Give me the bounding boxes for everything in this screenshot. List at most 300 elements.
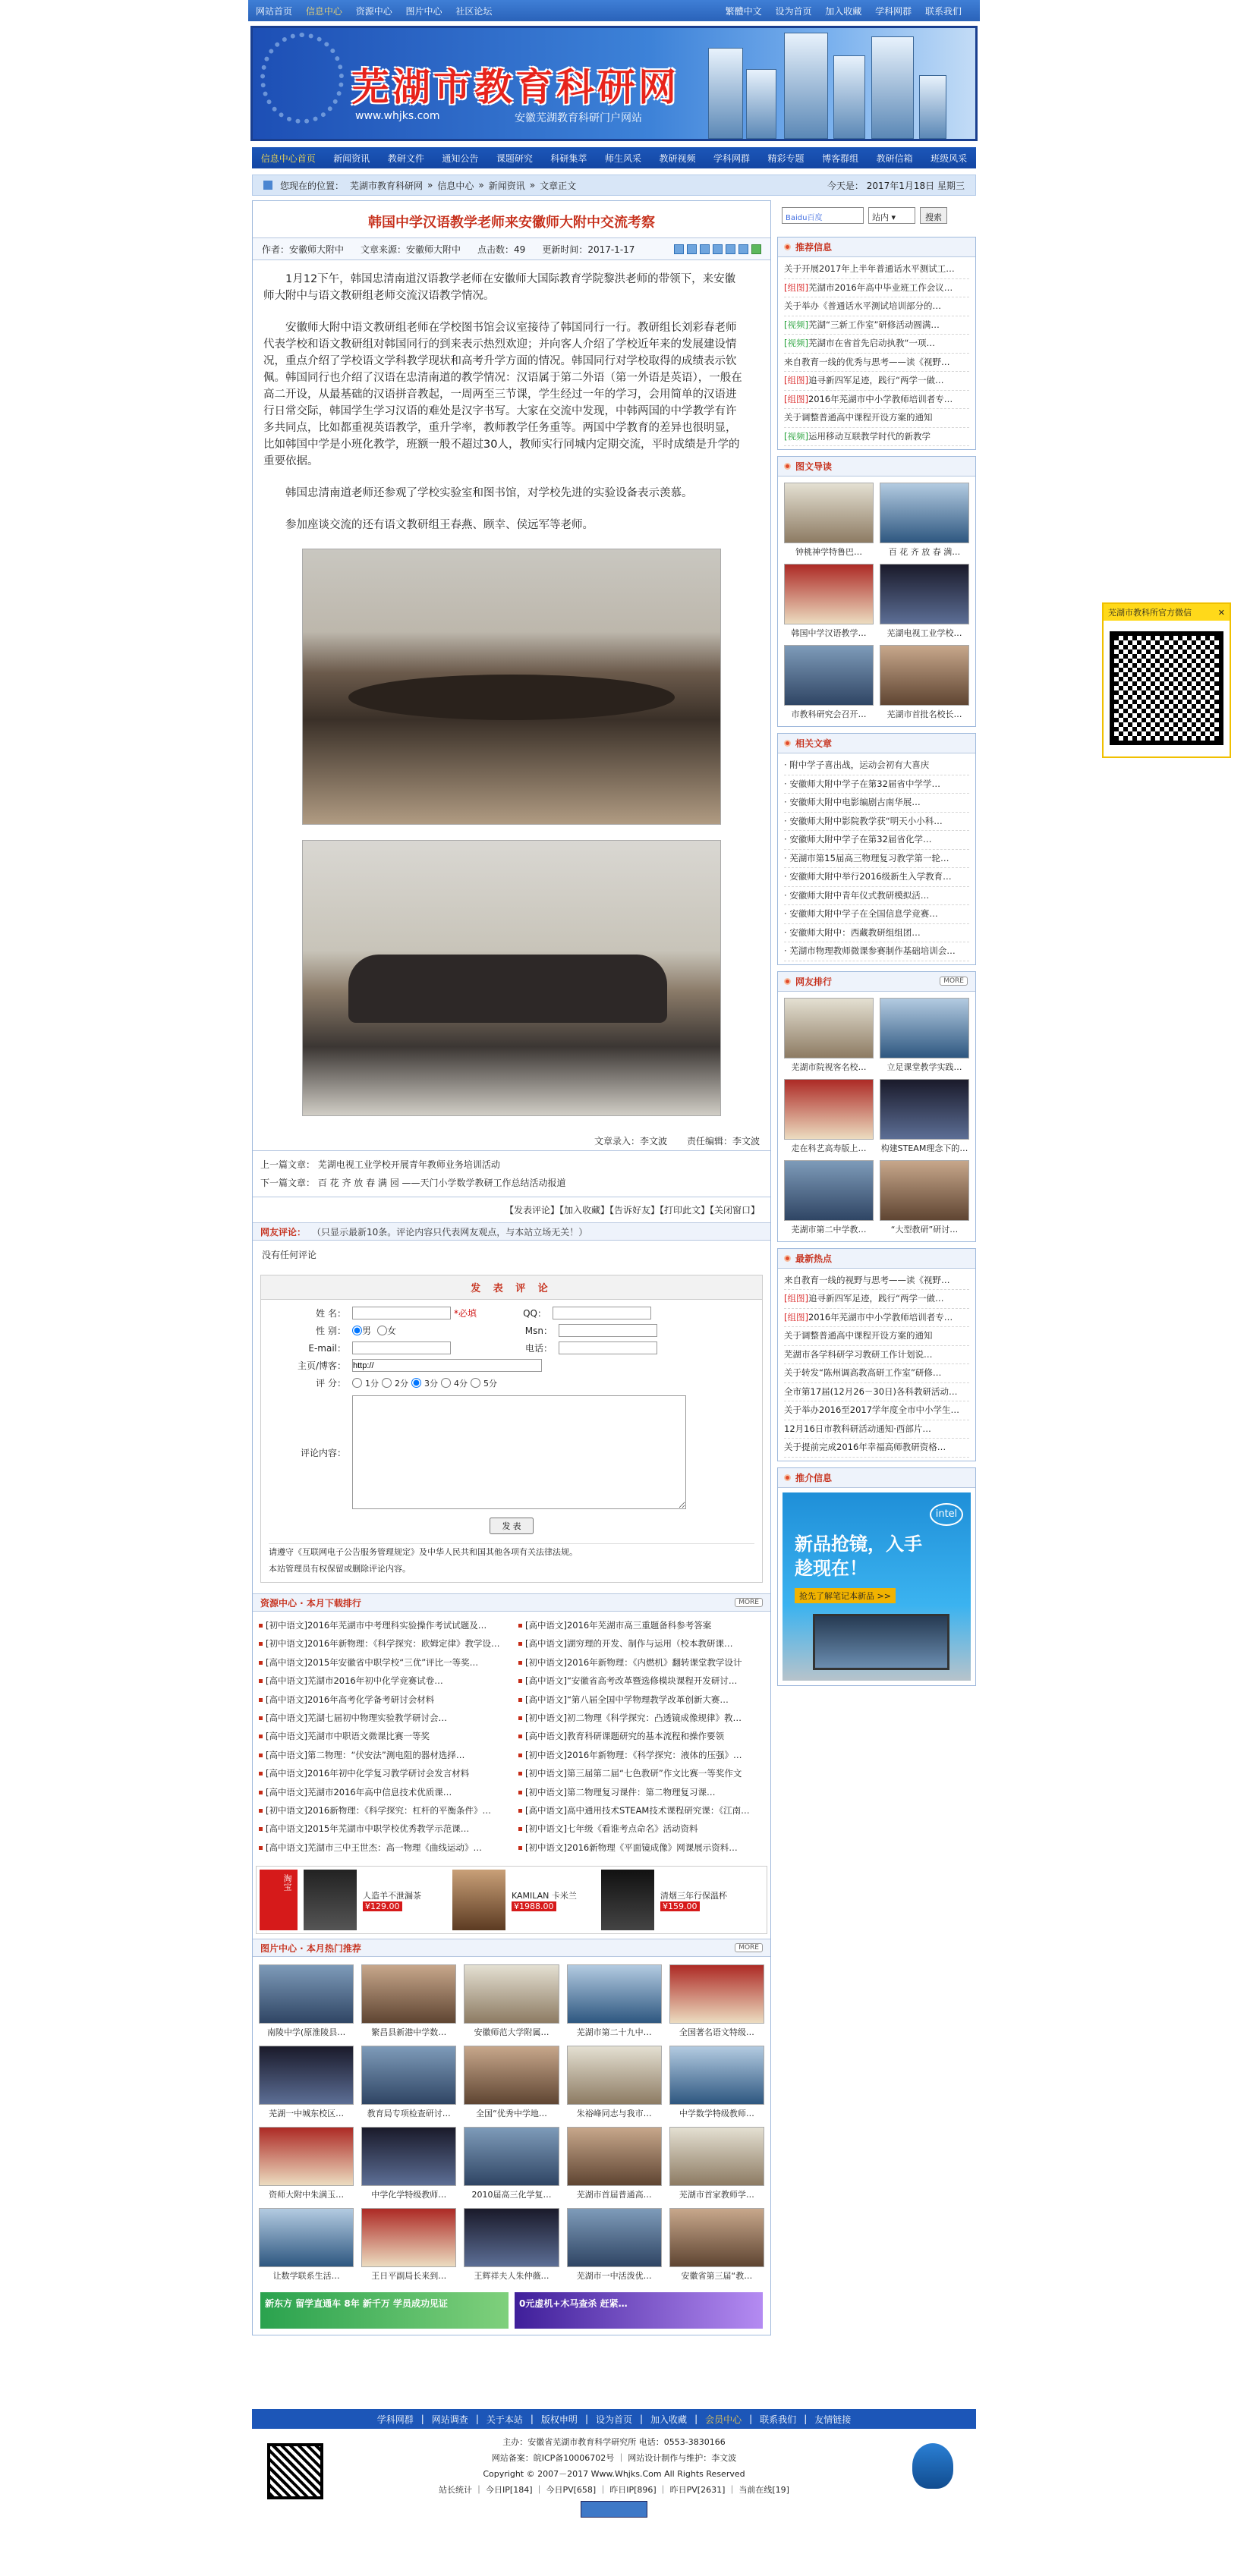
download-item[interactable]: [高中语文]2016年芜湖市高三重题备科参考答案	[518, 1616, 764, 1634]
bottom-ads	[253, 2289, 770, 2335]
list-item[interactable]	[784, 1309, 969, 1328]
ad-cta[interactable]: 抢先了解笔记本新品 >>	[795, 1588, 896, 1603]
pictures-header	[253, 1939, 770, 1957]
item-text: 2016年芜湖市中小学教师培训者专…	[808, 1311, 953, 1323]
article-photo-meeting	[302, 549, 721, 825]
related-box	[777, 733, 976, 965]
intel-ad[interactable]	[783, 1492, 971, 1681]
download-item[interactable]: [初中语文]2016年新物理：《科学探究：欧姆定律》教学设…	[259, 1634, 505, 1653]
thumb-caption: “大型教研”研讨…	[890, 1224, 959, 1235]
thumb-caption: 韩国中学汉语教学…	[791, 628, 867, 638]
thumb-caption: 立足课堂教学实践…	[886, 1062, 962, 1072]
bullet-icon	[518, 1772, 522, 1776]
phone-input[interactable]	[559, 1341, 657, 1354]
favorite-icon[interactable]	[726, 244, 735, 254]
comment-textarea[interactable]	[352, 1395, 686, 1509]
score-1-radio[interactable]	[352, 1378, 362, 1388]
intel-logo: intel	[930, 1503, 963, 1526]
thumb-item[interactable]	[880, 1079, 969, 1154]
footer-link[interactable]: 加入收藏	[650, 2414, 688, 2425]
picture-caption: 王日平副局长来到…	[371, 2271, 447, 2282]
article-editor: 责任编辑：李文波	[686, 1136, 760, 1146]
score-option: 3分	[424, 1378, 438, 1389]
bullet-icon	[518, 1624, 522, 1628]
nav-video[interactable]: 教研视频	[659, 153, 696, 164]
ad-banner-study[interactable]: 新东方 留学直通车 8年 新千万 学员成功见证	[260, 2292, 509, 2329]
list-item[interactable]	[784, 924, 969, 943]
ad-product	[363, 1889, 446, 1911]
article-paragraph: 安徽师大附中语文教研组老师在学校图书馆会议室接待了韩国同行一行。教研组长刘彩春老师代表学校和语文教研组对韩国同行的到来表示热烈欢迎；并向客人介绍了学校近年来的发展建设情况，重点介绍了学校语文学科教学现状和高考升学方面的情况。韩国同行对学校取得的成绩表示钦佩。韩国同行也介绍了汉语在忠清南道的教学情况：汉语属于第二外语（第一外语是英语），一般在高二开设，从最基础的汉语拼音教起，一周两至三节课，学生经过一年的学习，会用简单的汉语进行日常交际，韩国学生学习汉语的难处是汉字书写。大家在交流中发现，中韩两国的中学教学有许多共同点，比如都重视英语教学，重升学率，教师教学任务重等。两国中学教育的差异也很明显，比如韩国中学是小班化教学，班额一般不超过30人，教师实行同城内定期交流，平时成绩是升学的重要依据。	[263, 322, 742, 467]
score-3-radio[interactable]	[411, 1378, 421, 1388]
article-paragraph: 韩国忠清南道老师还参观了学校实验室和图书馆，对学校先进的实验设备表示羡慕。	[285, 487, 693, 499]
list-item[interactable]	[784, 794, 969, 813]
product-ad[interactable]	[256, 1866, 767, 1934]
top-link-contact[interactable]: 联系我们	[924, 5, 962, 17]
picture-caption: 芜湖市第二十九中…	[576, 2027, 652, 2038]
ad-tag: 淘宝	[260, 1870, 298, 1930]
wechat-title: 芜湖市教科所官方微信	[1108, 608, 1192, 618]
name-label: 姓 名：	[316, 1308, 346, 1319]
nav-topics[interactable]: 精彩专题	[767, 153, 805, 164]
picture-item[interactable]	[669, 2208, 764, 2282]
picture-item[interactable]	[464, 2127, 559, 2200]
picture-thumb	[259, 2208, 354, 2267]
footer-icp: 网站备案：皖ICP备10006702号 ｜ 网站设计制作与维护：李文波	[491, 2453, 737, 2463]
nav-news[interactable]: 新闻资讯	[333, 153, 370, 164]
thumb-image	[784, 1160, 874, 1221]
stats-badge-icon[interactable]	[581, 2501, 647, 2518]
thumb-caption: 百 花 齐 放 春 满…	[888, 547, 961, 557]
score-option: 1分	[365, 1378, 379, 1389]
list-item[interactable]	[784, 409, 969, 428]
font-small-icon[interactable]	[700, 244, 710, 254]
bullet-icon	[518, 1754, 522, 1757]
ad-product-image	[452, 1870, 505, 1930]
top-link-resource[interactable]: 资源中心	[355, 5, 392, 17]
picture-item[interactable]	[567, 2127, 662, 2200]
picture-thumb	[567, 2208, 662, 2267]
download-item[interactable]: [高中语文]高中通用技术STEAM技术课程研究课：《江南…	[518, 1801, 764, 1820]
picture-item[interactable]	[464, 2046, 559, 2119]
bullet-icon	[784, 463, 791, 470]
footer-link[interactable]: 设为首页	[595, 2414, 632, 2425]
ad-product	[660, 1889, 744, 1911]
item-text: 安徽师大附中学子在全国信息学竞赛…	[789, 908, 938, 919]
bullet-icon: ·	[784, 760, 790, 770]
picture-item[interactable]	[669, 2046, 764, 2119]
list-item[interactable]	[784, 1420, 969, 1439]
picture-caption: 芜湖一中城东校区…	[269, 2109, 345, 2119]
list-item[interactable]	[784, 775, 969, 794]
footer-link[interactable]: 友情链接	[814, 2414, 852, 2425]
picture-caption: 芜湖市首届普通高…	[576, 2190, 652, 2200]
picture-item[interactable]	[464, 1964, 559, 2038]
download-item[interactable]: [高中语文]2015年安徽省中职学校“三优”评比一等奖…	[259, 1653, 505, 1672]
security-badge-icon[interactable]	[912, 2443, 953, 2489]
thumb-item[interactable]	[880, 1160, 969, 1235]
list-item[interactable]	[784, 1439, 969, 1458]
breadcrumb-home[interactable]: 芜湖市教育科研网	[350, 180, 424, 191]
picture-caption: 中学数学特级教师…	[679, 2109, 754, 2119]
list-item[interactable]	[784, 391, 969, 410]
top-link-home[interactable]: 网站首页	[256, 5, 293, 17]
item-text: 关于开展2017年上半年普通话水平测试工…	[784, 263, 955, 274]
email-input[interactable]	[352, 1341, 451, 1354]
top-link-picture[interactable]: 图片中心	[405, 5, 442, 17]
list-item[interactable]	[784, 1327, 969, 1346]
footer-stats: 站长统计 ｜ 今日IP[184] ｜ 今日PV[658] ｜ 昨日IP[896] ｜ 昨日PV[2631] ｜ 当前在线[19]	[439, 2485, 789, 2495]
bullet-icon: ·	[784, 889, 790, 901]
breadcrumb-info[interactable]: 信息中心	[437, 180, 474, 191]
article-updated: 更新时间：2017-1-17	[542, 244, 635, 255]
item-text: 关于调整普通高中课程开设方案的通知	[784, 412, 933, 423]
footer-link[interactable]: 关于本站	[486, 2414, 523, 2425]
score-4-radio[interactable]	[441, 1378, 451, 1388]
bullet-icon	[259, 1809, 263, 1813]
list-item[interactable]	[784, 1346, 969, 1365]
thumb-image	[784, 1079, 874, 1140]
thumb-image	[880, 645, 969, 706]
bullet-icon	[259, 1827, 263, 1831]
list-item[interactable]	[784, 1272, 969, 1291]
article-tools[interactable]: 【发表评论】【加入收藏】【告诉好友】【打印此文】【关闭窗口】	[504, 1205, 760, 1216]
download-item[interactable]: [高中语文]“安徽省高考改革暨选修模块课程开发研讨…	[518, 1672, 764, 1690]
picture-item[interactable]	[669, 2127, 764, 2200]
list-item[interactable]	[784, 756, 969, 775]
article-paragraph: 1月12下午，韩国忠清南道汉语教学老师在安徽师大国际教育学院黎洪老师的带领下，来安徽师大附中与语文教研组老师交流汉语教学情况。	[263, 273, 736, 302]
picture-item[interactable]	[361, 2127, 456, 2200]
article-source: 文章来源：安徽师大附中	[361, 244, 461, 255]
picture-item[interactable]	[259, 1964, 354, 2038]
bullet-icon	[784, 1474, 791, 1481]
list-item[interactable]	[784, 335, 969, 354]
today-date: 今天是： 2017年1月18日 星期三	[827, 180, 965, 191]
download-item[interactable]: [初中语文]第二物理复习课件：第二物理复习课…	[518, 1783, 764, 1801]
comment-form-title: 发 表 评 论	[261, 1275, 762, 1300]
download-item[interactable]: [高中语文]芜湖市中职语文微课比赛一等奖	[259, 1727, 505, 1745]
thumb-image	[784, 998, 874, 1058]
site-slogan: 安徽芜湖教育科研门户网站	[515, 112, 642, 124]
download-item[interactable]: [高中语文]芜湖市2016年高中信息技术优质课…	[259, 1783, 505, 1801]
footer-link-member[interactable]: 会员中心	[705, 2414, 742, 2425]
top-link-info[interactable]: 信息中心	[305, 5, 342, 17]
footer-link[interactable]: 版权申明	[540, 2414, 578, 2425]
thumb-item[interactable]	[880, 483, 969, 558]
bullet-icon	[518, 1698, 522, 1702]
ad-product-name: 清烟三年行保温杯	[660, 1890, 727, 1901]
download-item[interactable]: [高中语文]芜湖七届初中物理实验教学研讨会…	[259, 1709, 505, 1727]
list-item[interactable]	[784, 813, 969, 832]
picture-item[interactable]	[669, 1964, 764, 2038]
search-scope-select[interactable]: 站内 ▾	[868, 207, 915, 224]
item-text: 关于调整普通高中课程开设方案的通知	[784, 1330, 933, 1341]
item-text: 全市第17届(12月26－30日)各科教研活动…	[784, 1386, 958, 1397]
download-item[interactable]: [高中语文]2016年高考化学备考研讨会材料	[259, 1691, 505, 1709]
download-item[interactable]: [高中语文]芜湖市三中王世杰：高一物理《曲线运动》…	[259, 1838, 505, 1857]
item-text: 附中学子喜出战，运动会初有大喜庆	[789, 760, 930, 770]
qq-input[interactable]	[553, 1307, 651, 1319]
top-link-favorite[interactable]: 加入收藏	[825, 5, 862, 17]
list-item[interactable]	[784, 372, 969, 391]
search-input[interactable]: Baidu百度	[782, 207, 864, 224]
thumb-item[interactable]	[784, 564, 874, 639]
score-2-radio[interactable]	[382, 1378, 392, 1388]
article-meta	[253, 237, 770, 260]
download-item[interactable]: [初中语文]2016年芜湖市中考理科实验操作考试试题及…	[259, 1616, 505, 1634]
list-item[interactable]	[784, 316, 969, 335]
nav-docs[interactable]: 教研文件	[387, 153, 424, 164]
homepage-label: 主页/博客：	[297, 1360, 346, 1371]
top-bar	[248, 0, 980, 21]
download-item[interactable]: [高中语文]第二物理：“伏安法”测电阻的器材选择…	[259, 1746, 505, 1764]
list-item[interactable]	[784, 868, 969, 887]
sidebar	[777, 200, 976, 1692]
item-tag: [组图]	[784, 393, 808, 404]
article-hits: 点击数：49	[477, 244, 526, 255]
picture-item[interactable]	[259, 2127, 354, 2200]
download-item[interactable]: [初中语文]第三届第二届“七色教研”作文比赛一等奖作文	[518, 1764, 764, 1782]
bullet-icon	[518, 1827, 522, 1831]
thumb-item[interactable]	[880, 998, 969, 1073]
submit-comment-button[interactable]: 发 表	[490, 1518, 533, 1534]
thumb-caption: 走在科艺高寿版上…	[791, 1143, 867, 1153]
nav-classes[interactable]: 班级风采	[931, 153, 968, 164]
article-column	[252, 200, 771, 2335]
nav-subjects[interactable]: 学科网群	[713, 153, 751, 164]
item-text: 12月16日市教科研活动通知·西部片…	[784, 1423, 931, 1434]
picture-item[interactable]	[361, 2208, 456, 2282]
content-label: 评论内容：	[300, 1447, 346, 1458]
item-text: 关于举办2016至2017学年度全市中小学生…	[784, 1404, 960, 1415]
ad-product-price: ¥1988.00	[512, 1901, 556, 1911]
top-link-sethome[interactable]: 设为首页	[775, 5, 812, 17]
thumb-item[interactable]	[880, 645, 969, 720]
downloads-title: 资源中心 · 本月下载排行	[260, 1597, 361, 1609]
list-item[interactable]	[784, 279, 969, 298]
top-link-traditional[interactable]: 繁體中文	[725, 5, 762, 17]
building-graphic	[871, 36, 914, 139]
thumb-image	[880, 483, 969, 543]
site-url: www.whjks.com	[355, 110, 440, 122]
bullet-icon: ·	[784, 926, 790, 938]
picture-caption: 教育局专项检查研讨…	[367, 2109, 451, 2119]
article-credits	[253, 1131, 770, 1151]
item-text: 关于提前完成2016年幸福高师教研资格…	[784, 1442, 946, 1452]
list-item[interactable]	[784, 850, 969, 869]
msn-label: Msn：	[524, 1326, 553, 1336]
thumb-image	[880, 564, 969, 624]
picture-caption: 繁昌县新港中学数…	[371, 2027, 447, 2038]
laptop-image	[813, 1614, 949, 1670]
thumb-item[interactable]	[784, 1160, 874, 1235]
bullet-icon	[518, 1679, 522, 1683]
item-text: 安徽师大附中学子在第32届省中学学…	[789, 778, 940, 789]
item-text: 安徽师大附中影院教学获“明天小小科…	[789, 815, 943, 826]
prev-article-link[interactable]: 上一篇文章： 芜湖电视工业学校开展青年教师业务培训活动	[260, 1159, 500, 1170]
close-icon[interactable]: ✕	[1217, 607, 1225, 618]
nav-blogs[interactable]: 博客群组	[822, 153, 859, 164]
score-5-radio[interactable]	[471, 1378, 480, 1388]
item-tag: [组图]	[784, 375, 808, 385]
download-item[interactable]: [高中语文]教育科研课题研究的基本流程和操作要领	[518, 1727, 764, 1745]
search-button[interactable]: 搜索	[920, 207, 947, 224]
footer-link[interactable]: 联系我们	[760, 2414, 797, 2425]
nav-mailbox[interactable]: 教研信箱	[876, 153, 913, 164]
picture-item[interactable]	[259, 2208, 354, 2282]
footer-link[interactable]: 网站调查	[431, 2414, 468, 2425]
picture-caption: 安徽师范大学附属…	[474, 2027, 549, 2038]
footer-link[interactable]: 学科网群	[376, 2414, 414, 2425]
download-item[interactable]: [高中语文]2016年初中化学复习教学研讨会发言材料	[259, 1764, 505, 1782]
list-item[interactable]	[784, 1364, 969, 1383]
score-option: 5分	[483, 1378, 497, 1389]
gender-male-radio[interactable]	[352, 1326, 362, 1335]
download-item[interactable]: [初中语文]七年级《看谁考点命名》活动资料	[518, 1820, 764, 1838]
download-item[interactable]: [高中语文]2015年芜湖市中职学校优秀教学示范课…	[259, 1820, 505, 1838]
print-icon[interactable]	[713, 244, 723, 254]
list-item[interactable]	[784, 297, 969, 316]
thumb-item[interactable]	[784, 483, 874, 558]
list-item[interactable]	[784, 1290, 969, 1309]
nav-research[interactable]: 课题研究	[496, 153, 533, 164]
download-item[interactable]: [初中语文]2016年新物理：《内燃机》翻转课堂教学设计	[518, 1653, 764, 1672]
bullet-icon	[259, 1624, 263, 1628]
item-text: 安徽师大附中：西藏教研组组团…	[789, 926, 921, 938]
item-text: 追寻新四军足迹，践行“两学一做…	[808, 1293, 944, 1304]
footer-qr-icon	[267, 2443, 323, 2499]
download-item[interactable]: [初中语文]初二物理《科学探究：凸透镜成像规律》教…	[518, 1709, 764, 1727]
picture-item[interactable]	[567, 2208, 662, 2282]
picture-item[interactable]	[567, 1964, 662, 2038]
homepage-input[interactable]	[352, 1359, 542, 1372]
downloads-more-button[interactable]: MORE	[735, 1598, 763, 1607]
ad-banner-hosting[interactable]: 0元虚机+木马查杀 赶紧…	[515, 2292, 763, 2329]
comment-title: 网友评论：	[260, 1226, 307, 1238]
list-item[interactable]	[784, 831, 969, 850]
recommend-box	[777, 237, 976, 450]
nav-style[interactable]: 师生风采	[604, 153, 641, 164]
bullet-icon	[259, 1661, 263, 1665]
building-graphic	[833, 55, 865, 139]
download-item[interactable]: [高中语文]湖穷理的开发、制作与运用（校本教研课…	[518, 1634, 764, 1653]
bullet-icon	[784, 1255, 791, 1262]
gender-female-radio[interactable]	[377, 1326, 387, 1335]
comment-empty: 没有任何评论	[262, 1250, 317, 1260]
list-item[interactable]	[784, 260, 969, 279]
banner-dragon-icon	[260, 33, 344, 124]
picture-caption: 2010届高三化学复…	[471, 2190, 552, 2200]
thumb-image	[880, 998, 969, 1058]
picture-item[interactable]	[361, 2046, 456, 2119]
prev-next	[253, 1151, 770, 1197]
list-item[interactable]	[784, 428, 969, 447]
bullet-icon	[518, 1716, 522, 1720]
picture-thumb	[567, 1964, 662, 2024]
list-item[interactable]	[784, 1401, 969, 1420]
breadcrumb-news[interactable]: 新闻资讯	[488, 180, 525, 191]
share-icon[interactable]	[751, 244, 761, 254]
downloads-header	[253, 1593, 770, 1612]
list-item[interactable]	[784, 1383, 969, 1402]
item-text: 芜湖市物理教师微课参赛制作基础培训会…	[789, 945, 956, 956]
downloads-list	[253, 1612, 770, 1861]
rank-more-button[interactable]: MORE	[940, 977, 968, 986]
font-large-icon[interactable]	[674, 244, 684, 254]
item-text: 来自教育一线的优秀与思考——读《视野…	[784, 356, 950, 367]
wechat-float	[1102, 602, 1231, 758]
thumb-item[interactable]	[784, 998, 874, 1073]
bullet-icon: ·	[784, 797, 790, 807]
list-item[interactable]	[784, 905, 969, 924]
breadcrumb: 您现在的位置： 芜湖市教育科研网 » 信息中心 » 新闻资讯 » 文章正文 今天是： 2017年1月18日 星期三	[252, 175, 976, 196]
bullet-icon	[259, 1642, 263, 1646]
picture-item[interactable]	[259, 2046, 354, 2119]
download-item[interactable]: [初中语文]2016年新物理：《科学探究：液体的压强》…	[518, 1746, 764, 1764]
nav-notices[interactable]: 通知公告	[442, 153, 479, 164]
thumb-item[interactable]	[784, 645, 874, 720]
top-link-subjects[interactable]: 学科网群	[875, 5, 912, 17]
search-scope-value: 站内	[872, 212, 889, 222]
hot-list	[778, 1269, 975, 1461]
msn-input[interactable]	[559, 1324, 657, 1337]
rank-title: 网友排行	[795, 976, 833, 987]
picture-thumb	[567, 2046, 662, 2105]
next-article-link[interactable]: 下一篇文章： 百 花 齐 放 春 满 园 ——天门小学数学教研工作总结活动报道	[260, 1178, 566, 1188]
bullet-icon	[518, 1791, 522, 1794]
picture-guide-title: 图文导读	[795, 461, 833, 472]
picture-guide-grid	[778, 477, 975, 726]
pictures-more-button[interactable]: MORE	[735, 1943, 763, 1952]
nav-collection[interactable]: 科研集萃	[550, 153, 587, 164]
article-paragraph: 参加座谈交流的还有语文教研组王春燕、顾幸、侯远军等老师。	[285, 519, 594, 531]
name-input[interactable]	[352, 1307, 451, 1319]
download-item[interactable]: [高中语文]芜湖市2016年初中化学竞赛试卷…	[259, 1672, 505, 1690]
thumb-item[interactable]	[880, 564, 969, 639]
list-item[interactable]	[784, 887, 969, 906]
item-tag: [视频]	[784, 430, 808, 442]
item-text: 芜湖市在省首先启动执教“一项…	[808, 338, 935, 348]
list-item[interactable]	[784, 942, 969, 961]
download-item[interactable]: [初中语文]2016新物理：《科学探究：杠杆的平衡条件》…	[259, 1801, 505, 1820]
article-entry: 文章录入：李文波	[594, 1136, 667, 1146]
download-item[interactable]: [高中语文]“第八届全国中学物理教学改革创新大赛…	[518, 1691, 764, 1709]
picture-item[interactable]	[464, 2208, 559, 2282]
ad-product-price: ¥159.00	[660, 1901, 700, 1911]
bullet-icon: ·	[784, 815, 790, 826]
person-icon[interactable]	[738, 244, 748, 254]
list-item[interactable]	[784, 354, 969, 373]
ad-product-image	[304, 1870, 357, 1930]
email-label: E-mail：	[308, 1343, 346, 1354]
building-graphic	[919, 75, 946, 139]
picture-guide-box	[777, 456, 976, 727]
site-title[interactable]: 芜湖市教育科研网	[351, 64, 679, 109]
site-banner	[250, 26, 978, 141]
recommend-list	[778, 257, 975, 449]
picture-item[interactable]	[567, 2046, 662, 2119]
picture-item[interactable]	[361, 1964, 456, 2038]
building-graphic	[746, 69, 776, 139]
item-text: 芜湖“三新工作室”研修活动圆满…	[808, 319, 940, 330]
hot-box	[777, 1248, 976, 1461]
font-medium-icon[interactable]	[687, 244, 697, 254]
top-link-forum[interactable]: 社区论坛	[455, 5, 493, 17]
pictures-grid	[253, 1957, 770, 2289]
search-bar	[777, 200, 976, 231]
nav-info-home[interactable]: 信息中心首页	[260, 153, 316, 164]
thumb-item[interactable]	[784, 1079, 874, 1154]
download-item[interactable]: [初中语文]2016新物理《平面镜成像》网课展示资料…	[518, 1838, 764, 1857]
